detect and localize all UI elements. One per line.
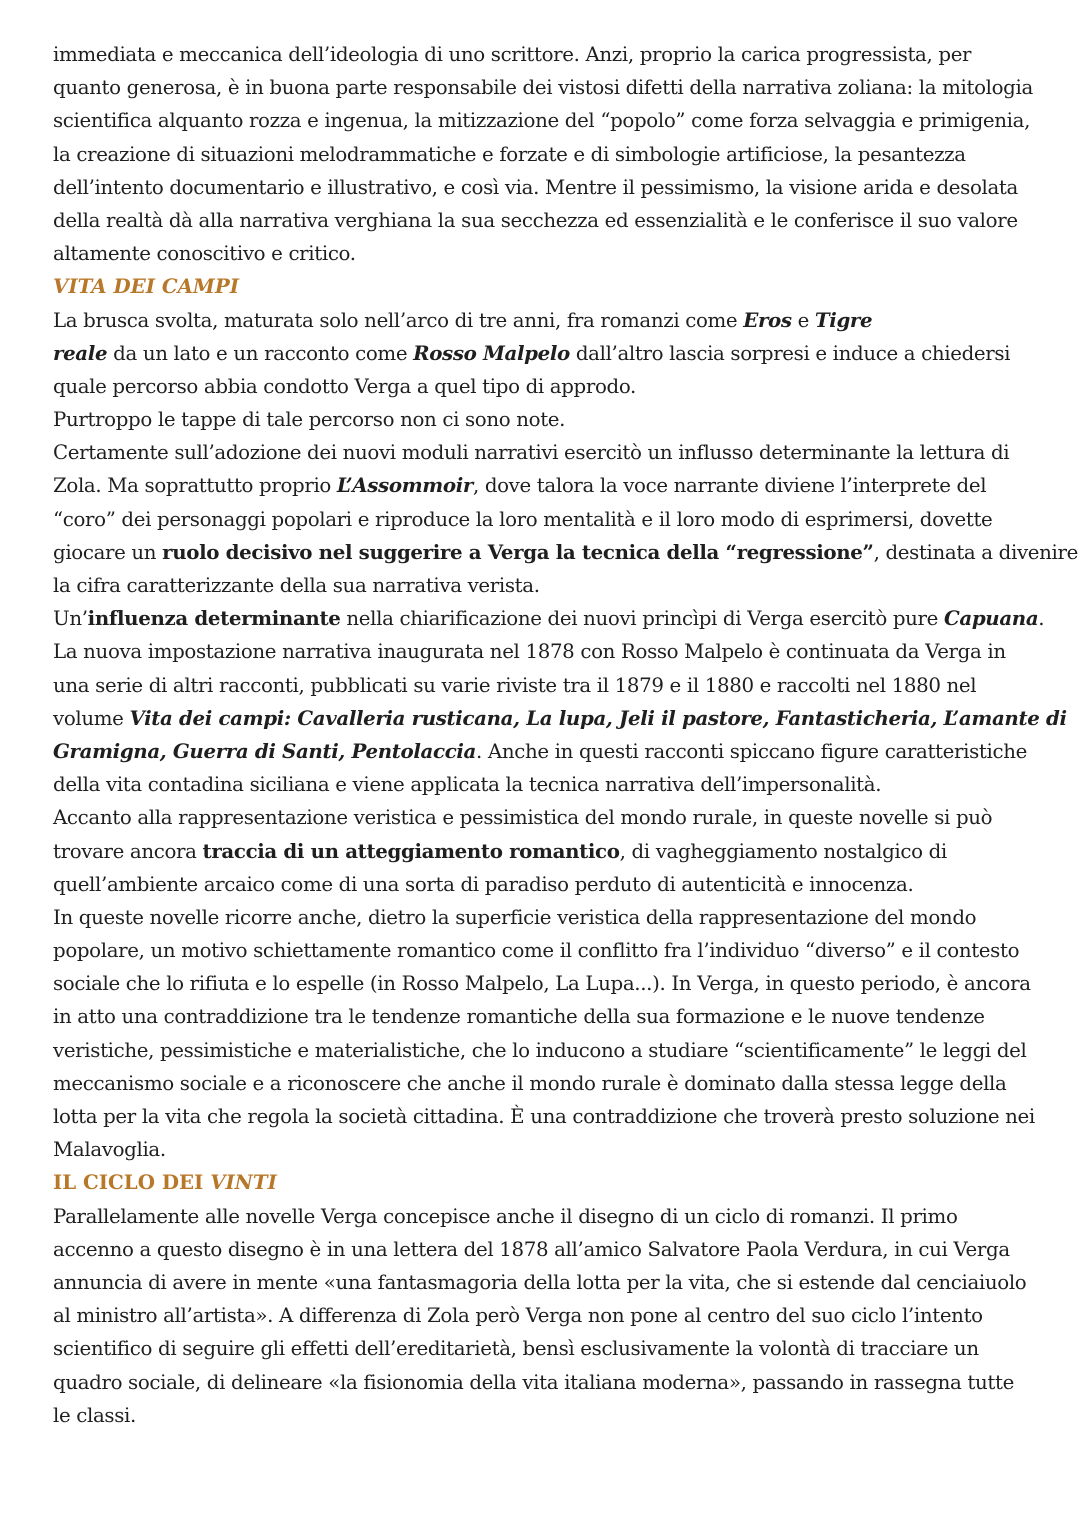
text-line: della realtà dà alla narrativa verghiana la sua secchezza ed essenzialità e le conferisce il suo valore [53,208,1018,232]
document-page [53,38,1078,1432]
text-run: giocare un [53,540,163,564]
text-run: e [791,308,815,332]
text-line: la cifra caratterizzante della sua narrativa verista. [53,574,540,597]
text-line: altamente conoscitivo e critico. [53,242,356,266]
title-reale: reale [53,340,108,365]
text-line: Accanto alla rappresentazione veristica e pessimistica del mondo rurale, in queste novelle si può [53,806,993,830]
text-line: sociale che lo rifiuta e lo espelle (in Rosso Malpelo, La Lupa...). In Verga, in questo periodo, è ancora [53,972,1031,996]
text-line: immediata e meccanica dell’ideologia di uno scrittore. Anzi, proprio la carica progressista, per [53,43,972,66]
text-line: scientifica alquanto rozza e ingenua, la mitizzazione del “popolo” come forza selvaggia e primigenia, [53,109,1031,133]
name-capuana: Capuana [943,606,1039,631]
text-run: , di vagheggiamento nostalgico di [619,839,947,863]
text-line [53,304,1033,337]
text-line: quadro sociale, di delineare «la fisionomia della vita italiana moderna», passando in rassegna tutte [53,1370,1014,1394]
titles-vita-dei-campi-cont: Gramigna, Guerra di Santi, Pentolaccia [53,738,477,763]
text-line: quanto generosa, è in buona parte responsabile dei vistosi difetti della narrativa zoliana: la mitologia [53,76,1033,100]
text-line: meccanismo sociale e a riconoscere che anche il mondo rurale è dominato dalla stessa legge della [53,1071,1007,1095]
text-run: trovare ancora [53,839,203,863]
text-line: “coro” dei personaggi popolari e riproduce la loro mentalità e il loro modo di esprimersi, dovette [53,507,993,531]
text-run: . Anche in questi racconti spiccano figure caratteristiche [476,739,1027,763]
text-line: una serie di altri racconti, pubblicati su varie riviste tra il 1879 e il 1880 e raccolti nel 1880 nel [53,673,977,697]
text-line [53,735,1033,768]
text-run: , destinata a divenire [873,540,1078,564]
title-tigre: Tigre [814,307,873,332]
section-heading-vita-dei-campi: VITA DEI CAMPI [53,274,239,299]
text-line: veristiche, pessimistiche e materialistiche, che lo inducono a studiare “scientificamente” le leggi del [53,1038,1027,1062]
text-line: popolare, un motivo schiettamente romantico come il conflitto fra l’individuo “diverso” e il contesto [53,939,1020,963]
text-run: Un’ [53,607,88,631]
text-line: accenno a questo disegno è in una lettera del 1878 all’amico Salvatore Paola Verdura, in cui Verga [53,1237,1010,1261]
text-run: La brusca svolta, maturata solo nell’arco di tre anni, fra romanzi come [53,308,744,332]
text-line: Parallelamente alle novelle Verga concepisce anche il disegno di un ciclo di romanzi. Il primo [53,1204,958,1228]
text-line: In queste novelle ricorre anche, dietro la superficie veristica della rappresentazione del mondo [53,905,977,929]
text-line: al ministro all’artista». A differenza di Zola però Verga non pone al centro del suo ciclo l’intento [53,1304,983,1328]
text-line [53,337,1033,370]
emphasis-regressione: ruolo decisivo nel suggerire a Verga la tecnica della “regressione” [162,539,874,564]
text-run: da un lato e un racconto come [107,341,414,365]
heading-part-vinti: VINTI [210,1170,277,1195]
text-line [53,536,1078,569]
text-run: Zola. Ma soprattutto proprio [53,474,337,498]
text-line: della vita contadina siciliana e viene applicata la tecnica narrativa dell’impersonalità. [53,773,882,797]
text-line: le classi. [53,1403,136,1427]
emphasis-romantico: traccia di un atteggiamento romantico [202,838,620,863]
text-run: . [1038,607,1045,631]
text-run: nella chiarificazione dei nuovi princìpi di Verga esercitò pure [340,607,944,631]
text-line: scientifico di seguire gli effetti dell’ereditarietà, bensì esclusivamente la volontà di tracciare un [53,1337,979,1361]
text-line: dell’intento documentario e illustrativo, e così via. Mentre il pessimismo, la visione arida e desolata [53,175,1018,199]
title-eros: Eros [743,307,792,332]
titles-vita-dei-campi: Vita dei campi: Cavalleria rusticana, La lupa, Jeli il pastore, Fantasticheria, L’amante di [129,705,1067,730]
text-line: la creazione di situazioni melodrammatiche e forzate e di simbologie artificiose, la pesantezza [53,142,966,166]
paragraph-zola-critique [53,38,1033,270]
text-line: lotta per la vita che regola la società cittadina. È una contraddizione che troverà presto soluzione nei [53,1105,1035,1128]
text-line [53,835,1033,868]
text-line: Malavoglia. [53,1138,166,1162]
text-run: , dove talora la voce narrante diviene l’interprete del [472,474,987,498]
emphasis-influenza: influenza determinante [87,606,341,631]
text-line: Certamente sull’adozione dei nuovi moduli narrativi esercitò un influsso determinante la lettura di [53,441,1010,465]
text-run: volume [53,706,130,730]
heading-part: IL CICLO DEI [53,1170,211,1195]
text-line: La nuova impostazione narrativa inaugurata nel 1878 con Rosso Malpelo è continuata da Verga in [53,640,1006,664]
section-vita-dei-campi [53,304,1078,1167]
text-line [53,602,1045,635]
text-line: annuncia di avere in mente «una fantasmagoria della lotta per la vita, che si estende dal cenciaiuolo [53,1270,1027,1294]
section-heading-ciclo-dei-vinti [53,1166,1033,1199]
text-line: in atto una contraddizione tra le tendenze romantiche della sua formazione e le nuove tendenze [53,1005,985,1029]
title-rosso-malpelo: Rosso Malpelo [413,340,570,365]
title-assommoir: L’Assommoir [336,473,473,498]
text-line: quell’ambiente arcaico come di una sorta di paradiso perduto di autenticità e innocenza. [53,872,914,896]
text-run: dall’altro lascia sorpresi e induce a chiedersi [569,341,1011,365]
text-line [53,469,1033,502]
text-line [53,702,1067,735]
section-ciclo-dei-vinti [53,1200,1033,1432]
text-line: Purtroppo le tappe di tale percorso non ci sono note. [53,408,566,432]
text-line: quale percorso abbia condotto Verga a quel tipo di approdo. [53,374,636,398]
